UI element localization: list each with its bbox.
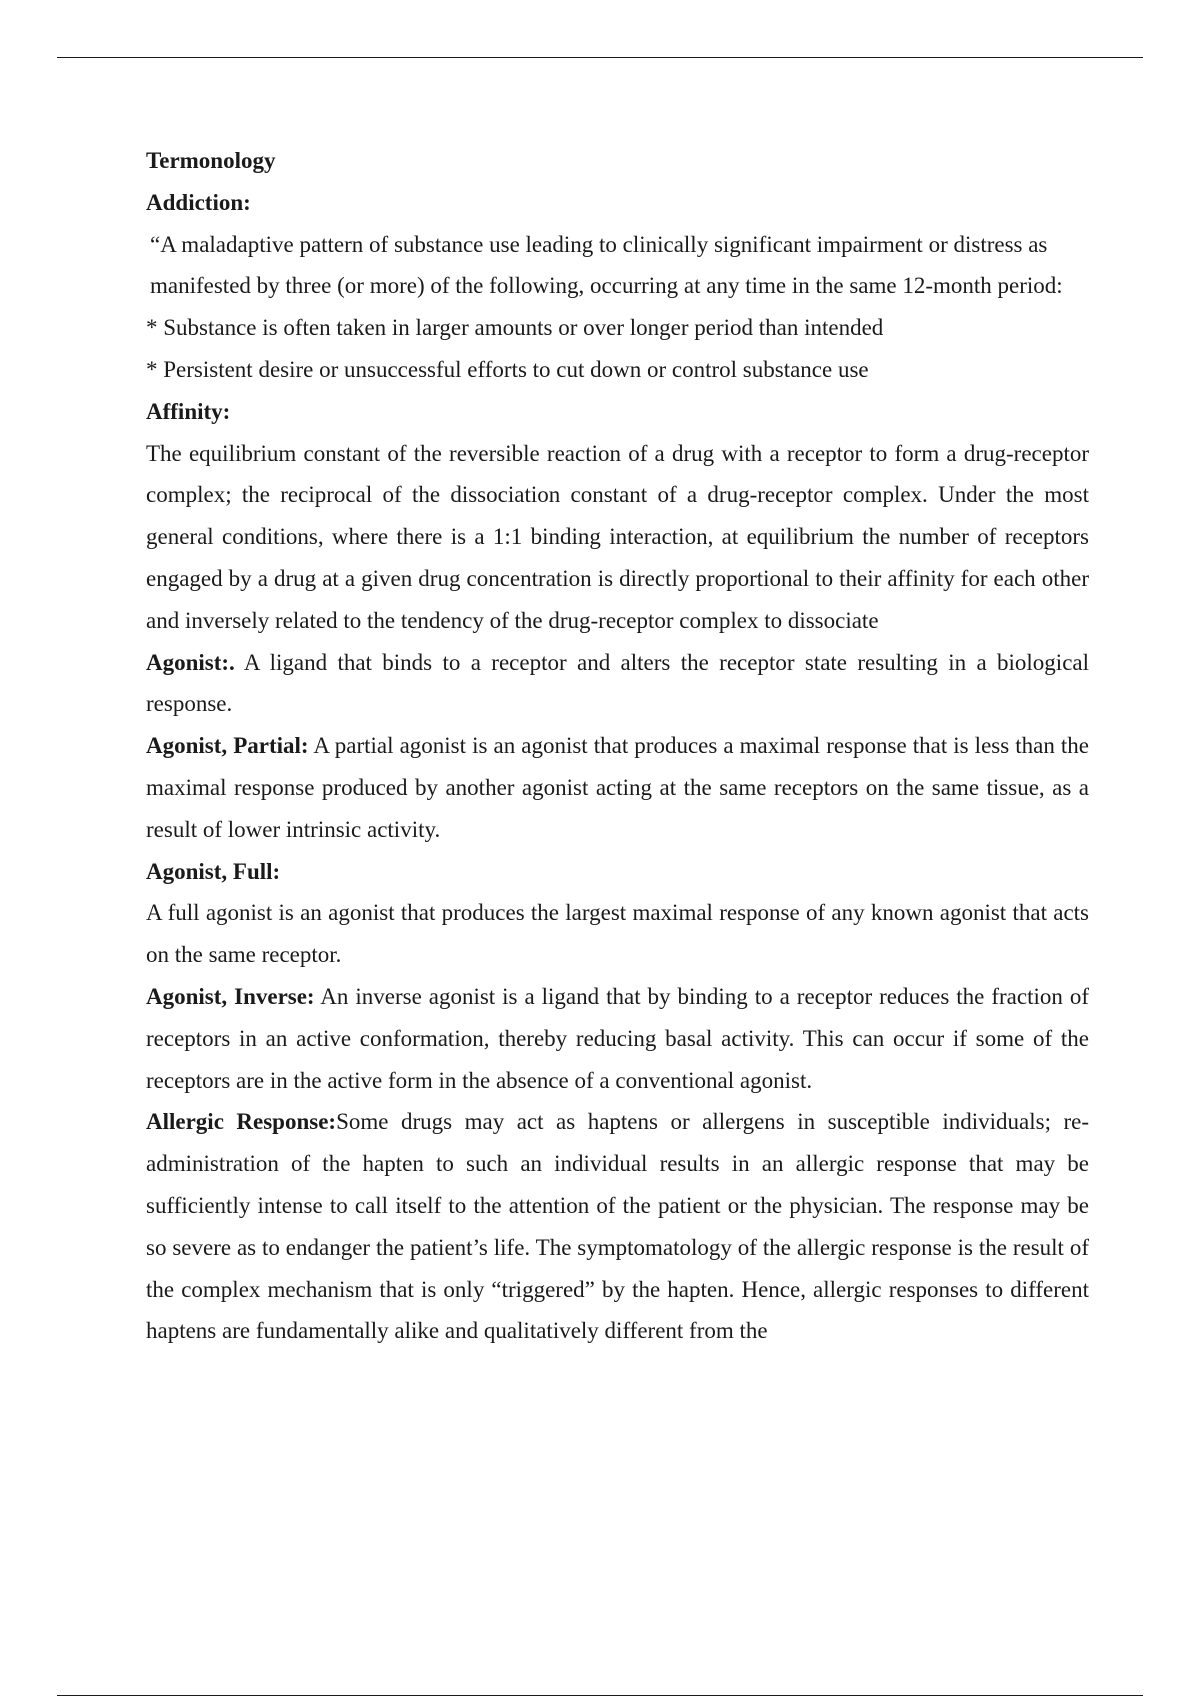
- term-addiction: Addiction:: [146, 189, 251, 215]
- header-rule: [57, 57, 1143, 58]
- definition-agonist-inverse: An inverse agonist is a ligand that by binding to a receptor reduces the fraction of receptors in an active conformation, thereby reducing basal activity. This can occur if some of the receptors are in the active form in the absence of a conventional agonist.: [146, 983, 1089, 1093]
- definition-agonist-full: A full agonist is an agonist that produces the largest maximal response of any known agonist that acts on the same receptor.: [146, 900, 1089, 968]
- term-agonist-full: Agonist, Full:: [146, 858, 281, 884]
- definition-affinity: The equilibrium constant of the reversible reaction of a drug with a receptor to form a drug-receptor complex; the reciprocal of the dissociation constant of a drug-receptor complex. Under the most general conditions, where there is a 1:1 binding interaction, at equilibrium the number of receptors engaged by a drug at a given drug concentration is directly proportional to their affinity for each other and inversely related to the tendency of the drug-receptor complex to dissociate: [146, 440, 1089, 633]
- list-item: * Substance is often taken in larger amounts or over longer period than intended: [146, 315, 884, 341]
- definition-addiction: “A maladaptive pattern of substance use leading to clinically significant impairment or distress as manifested by three (or more) of the following, occurring at any time in the same 12-month period:: [150, 231, 1063, 299]
- definition-agonist: A ligand that binds to a receptor and alters the receptor state resulting in a biological response.: [146, 649, 1089, 717]
- entry-agonist-inverse: [146, 976, 1089, 1101]
- term-allergic-response: Allergic Response:: [146, 1109, 337, 1135]
- footer-rule: [57, 1695, 1143, 1696]
- term-affinity: Affinity:: [146, 398, 231, 424]
- document-body: [146, 140, 1089, 1352]
- entry-allergic-response: [146, 1101, 1089, 1352]
- list-item: * Persistent desire or unsuccessful efforts to cut down or control substance use: [146, 356, 869, 382]
- term-agonist: Agonist:.: [146, 649, 235, 675]
- entry-agonist-partial: [146, 725, 1089, 850]
- definition-allergic-response: Some drugs may act as haptens or allergens in susceptible individuals; re-administration of the hapten to such an individual results in an allergic response that may be sufficiently intense to call itself to the attention of the patient or the physician. The response may be so severe as to endanger the patient’s life. The symptomatology of the allergic response is the result of the complex mechanism that is only “triggered” by the hapten. Hence, allergic responses to different haptens are fundamentally alike and qualitatively different from the: [146, 1109, 1090, 1344]
- term-agonist-inverse: Agonist, Inverse:: [146, 983, 315, 1009]
- entry-agonist: [146, 642, 1089, 726]
- term-agonist-partial: Agonist, Partial:: [146, 733, 309, 759]
- page-title: Termonology: [146, 148, 276, 173]
- definition-agonist-partial: A partial agonist is an agonist that produces a maximal response that is less than the maximal response produced by another agonist acting at the same receptors on the same tissue, as a result of lower intrinsic activity.: [146, 733, 1090, 842]
